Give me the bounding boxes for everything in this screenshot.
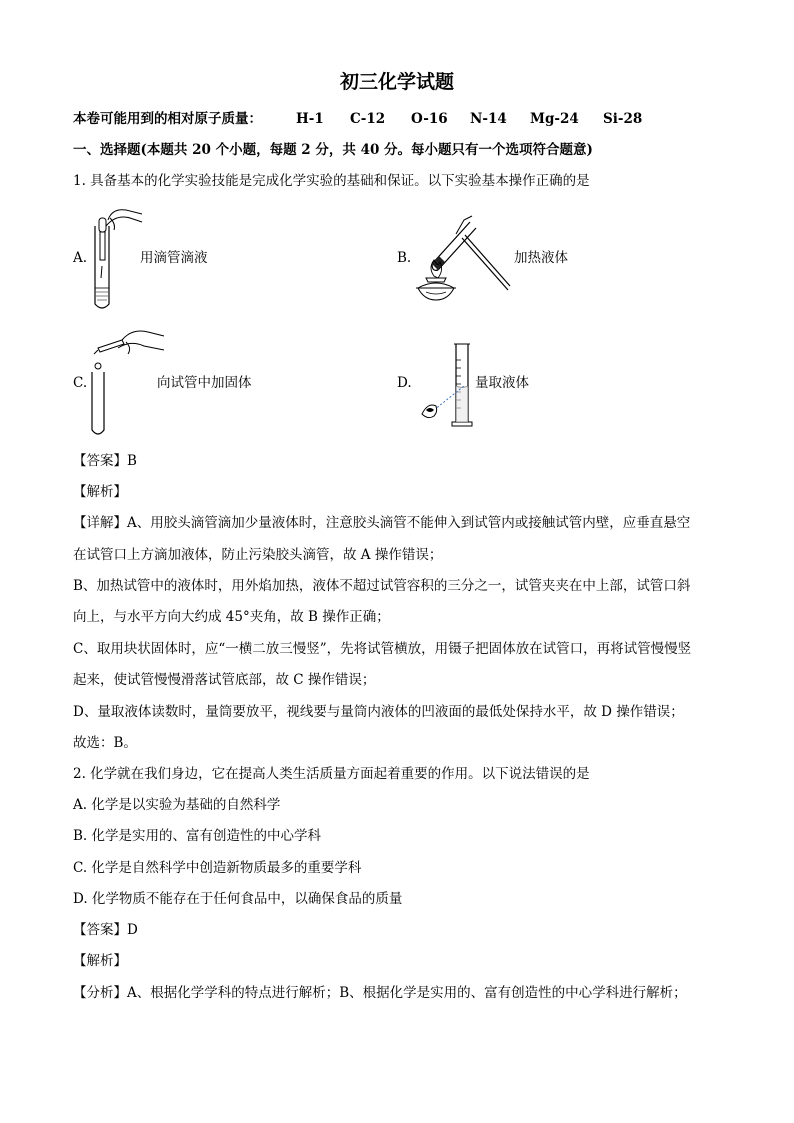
explanation-line: 【分析】A、根据化学学科的特点进行解析；B、根据化学是实用的、富有创造性的中心学科进行解析； (73, 985, 687, 1001)
atomic-mass-item: Mg-24 (530, 111, 579, 127)
question-2-option: B. 化学是实用的、富有创造性的中心学科 (73, 828, 322, 844)
option-b-text: 加热液体 (514, 250, 568, 266)
explanation-line: 向上，与水平方向大约成 45°夹角，故 B 操作正确； (73, 609, 390, 625)
adding-solid-figure (86, 326, 166, 438)
atomic-mass-prefix: 本卷可能用到的相对原子质量： (73, 111, 262, 127)
question-1-stem: 1. 具备基本的化学实验技能是完成化学实验的基础和保证。以下实验基本操作正确的是 (73, 173, 590, 189)
answer-label: 【答案】B (73, 453, 137, 469)
explanation-line: 故选：B。 (73, 735, 137, 751)
answer-label: 【答案】D (73, 922, 138, 938)
atomic-mass-item: H-1 (296, 111, 324, 127)
graduated-cylinder-figure (418, 340, 478, 428)
explanation-line: 起来，使试管慢慢滑落试管底部，故 C 操作错误； (73, 672, 376, 688)
atomic-mass-item: Si-28 (603, 111, 643, 127)
atomic-mass-item: C-12 (350, 111, 386, 127)
analysis-label: 【解析】 (73, 953, 127, 969)
explanation-line: 在试管口上方滴加液体，防止污染胶头滴管，故 A 操作错误； (73, 547, 443, 563)
option-a-text: 用滴管滴液 (140, 250, 208, 266)
atomic-mass-item: N-14 (470, 111, 507, 127)
section-heading: 一、选择题(本题共 20 个小题，每题 2 分，共 40 分。每小题只有一个选项符合题意) (73, 142, 593, 158)
option-a-letter: A. (73, 250, 88, 266)
analysis-label: 【解析】 (73, 484, 127, 500)
question-2-option: A. 化学是以实验为基础的自然科学 (73, 797, 281, 813)
explanation-line: C、取用块状固体时，应“一横二放三慢竖”，先将试管横放，用镊子把固体放在试管口，再将试管慢慢竖 (73, 641, 692, 657)
atomic-mass-line (73, 109, 723, 129)
dropper-test-tube-figure (86, 204, 146, 314)
atomic-mass-item: O-16 (411, 111, 448, 127)
explanation-line: B、加热试管中的液体时，用外焰加热，液体不超过试管容积的三分之一，试管夹夹在中上部，试管口斜 (73, 578, 691, 594)
option-b-letter: B. (397, 250, 412, 266)
page-title: 初三化学试题 (339, 71, 454, 93)
explanation-line: 【详解】A、用胶头滴管滴加少量液体时，注意胶头滴管不能伸入到试管内或接触试管内壁，应垂直悬空 (73, 515, 691, 531)
option-c-text: 向试管中加固体 (157, 375, 252, 391)
question-2-stem: 2. 化学就在我们身边，它在提高人类生活质量方面起着重要的作用。以下说法错误的是 (73, 766, 590, 782)
question-2-option: C. 化学是自然科学中创造新物质最多的重要学科 (73, 860, 362, 876)
option-d-letter: D. (397, 375, 412, 391)
question-2-option: D. 化学物质不能存在于任何食品中，以确保食品的质量 (73, 891, 403, 907)
explanation-line: D、量取液体读数时，量筒要放平，视线要与量筒内液体的凹液面的最低处保持水平，故 D 操作错误； (73, 704, 684, 720)
option-c-letter: C. (73, 375, 88, 391)
option-d-text: 量取液体 (475, 375, 529, 391)
heating-liquid-figure (412, 212, 512, 308)
